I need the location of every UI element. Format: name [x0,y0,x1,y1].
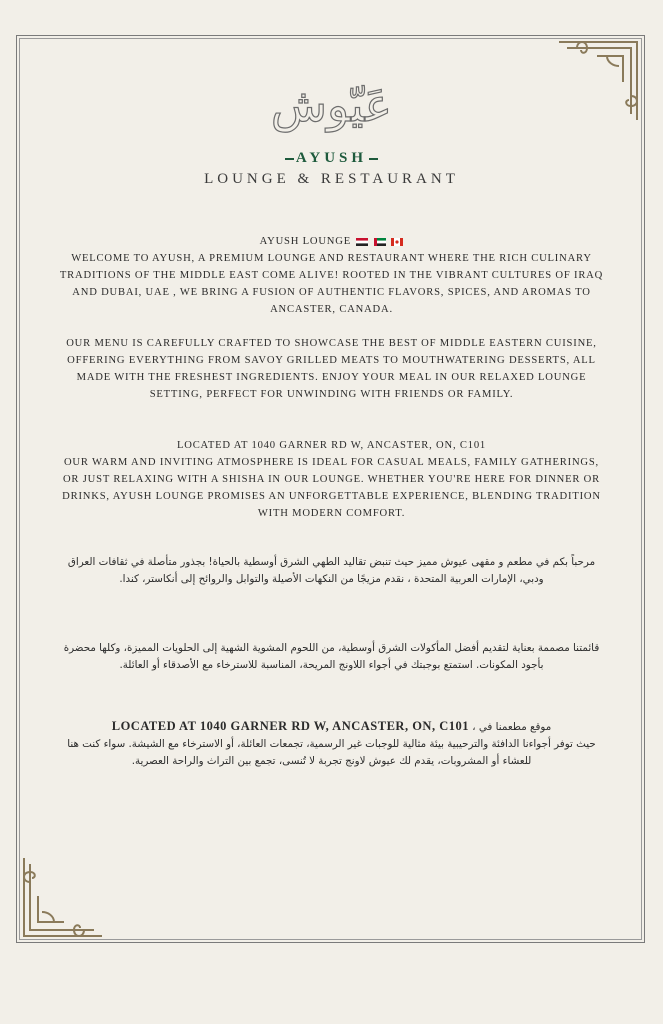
intro-title: AYUSH LOUNGE [56,233,607,250]
tagline: LOUNGE & RESTAURANT [204,171,459,187]
arabic-location-block [60,718,603,770]
brand-name-text: AYUSH [295,150,368,166]
corner-ornament-bottom-left [18,856,104,942]
location-block [56,437,607,522]
iraq-flag-icon [356,238,368,246]
canada-flag-icon [391,238,403,246]
arabic-welcome: مرحباً بكم في مطعم و مقهى عيوش مميز حيث تنبض تقاليد الطهي الشرق أوسطية بالحياة! بجذور متأصلة في ثقافات العراق ودبي، الإمارات العربية المتحدة ، نقدم مزيجًا من النكهات الأصيلة والتوابل والروائح إلى أنكاستر، كندا. [67,556,596,585]
atmosphere-paragraph: OUR WARM AND INVITING ATMOSPHERE IS IDEAL FOR CASUAL MEALS, FAMILY GATHERINGS, OR JUST RELAXING WITH A SHISHA IN OUR LOUNGE. WHETHER YOU'RE HERE FOR DINNER OR DRINKS, AYUSH LOUNGE PROMISES AN UNFORGETTABLE EXPERIENCE, BLENDING TRADITION WITH MODERN COMFORT. [62,457,601,519]
welcome-paragraph: WELCOME TO AYUSH, A PREMIUM LOUNGE AND RESTAURANT WHERE THE RICH CULINARY TRADITIONS OF THE MIDDLE EAST COME ALIVE! ROOTED IN THE VIBRANT CULTURES OF IRAQ AND DUBAI, UAE , WE BRING A FUSION OF AUTHENTIC FLAVORS, SPICES, AND AROMAS TO ANCASTER, CANADA. [59,253,604,315]
arabic-location-address: LOCATED AT 1040 GARNER RD W, ANCASTER, ON, C101 [111,719,469,733]
location-text: LOCATED AT 1040 GARNER RD W, ANCASTER, ON, C101 [176,440,487,451]
brand-name [0,150,663,167]
logo-arabic: عَيّوش [270,78,393,132]
english-intro [56,233,607,318]
menu-paragraph: OUR MENU IS CAREFULLY CRAFTED TO SHOWCASE THE BEST OF MIDDLE EASTERN CUISINE, OFFERING EVERYTHING FROM SAVOY GRILLED MEATS TO MOUTHWATERING DESSERTS, ALL MADE WITH THE FRESHEST INGREDIENTS. ENJOY YOUR MEAL IN OUR RELAXED LOUNGE SETTING, PERFECT FOR UNWINDING WITH FRIENDS OR FAMILY. [66,338,597,400]
uae-flag-icon [374,238,386,246]
arabic-menu: قائمتنا مصممة بعناية لتقديم أفضل المأكولات الشرق أوسطية، من اللحوم المشوية الشهية إلى الحلويات المميزة، وكلها محضرة بأجود المكونات. استمتع بوجبتك في أجواء اللاونج المريحة، المناسبة للاسترخاء مع الأصدقاء أو العائلة. [63,642,600,671]
arabic-atmosphere: حيث توفر أجواءنا الدافئة والترحيبية بيئة مثالية للوجبات غير الرسمية، تجمعات العائلة، أو الاسترخاء مع الشيشة. سواء كنت هنا للعشاء أو المشروبات، يقدم لك عيوش لاونج تجربة لا تُنسى، تجمع بين التراث والراحة العصرية. [67,738,596,767]
arabic-location-line: موقع مطعمنا في ، LOCATED AT 1040 GARNER RD W, ANCASTER, ON, C101 [111,719,552,733]
